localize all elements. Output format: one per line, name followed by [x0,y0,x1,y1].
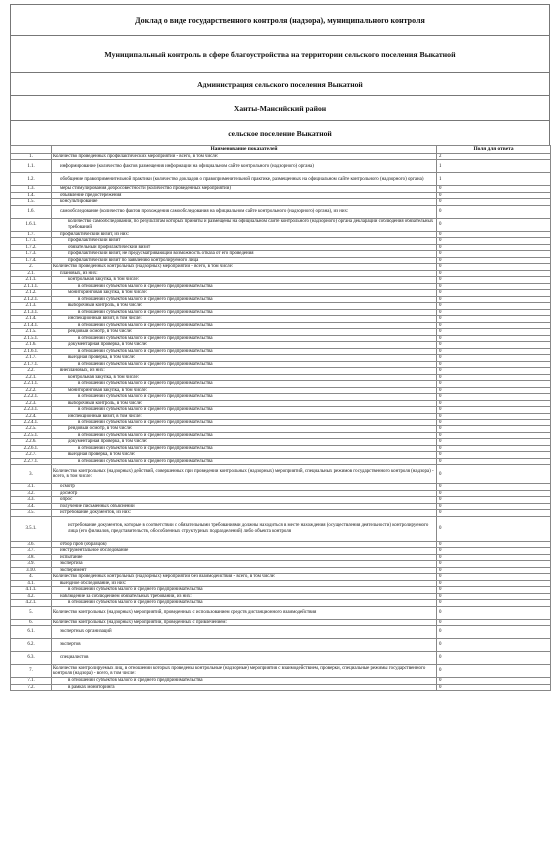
row-number: 2.1.7.1. [11,361,52,367]
row-number: 2.2.4. [11,413,52,419]
row-name: эксперимент [52,567,437,573]
row-name: внеплановых, из них: [52,368,437,374]
row-value: 1 [437,173,551,186]
row-number: 3.5. [11,510,52,516]
row-number: 2.1.4.1. [11,322,52,328]
row-value: 0 [437,574,551,580]
row-number: 2.2.4.1. [11,419,52,425]
row-value: 0 [437,355,551,361]
row-number: 2.1.5. [11,329,52,335]
row-name: профилактический визит, из них: [52,231,437,237]
row-value: 0 [437,368,551,374]
row-number: 1.7.2. [11,244,52,250]
row-number: 2.2.1.1. [11,381,52,387]
row-value: 0 [437,639,551,652]
row-value: 0 [437,561,551,567]
row-name: Количество контрольных (надзорных) мероприятий, проведенных с использованием средств дистанционного взаимодействия [52,606,437,619]
row-value: 0 [437,407,551,413]
row-value: 0 [437,238,551,244]
row-number: 3. [11,465,52,484]
row-value: 0 [437,426,551,432]
row-number: 3.6. [11,541,52,547]
row-value: 0 [437,548,551,554]
row-value: 0 [437,619,551,625]
header-name: Наименование показателей [52,146,437,154]
row-number: 1.2. [11,173,52,186]
row-value: 0 [437,329,551,335]
row-number: 2.1.7. [11,355,52,361]
row-name: Количество контрольных (надзорных) мероприятий, проведенных с привлечением: [52,619,437,625]
row-number: 1.5. [11,199,52,205]
district-name: Ханты-Мансийский район [10,95,550,120]
row-value: 0 [437,296,551,302]
row-value: 0 [437,580,551,586]
row-number: 4.1.1. [11,587,52,593]
table-row [11,626,551,639]
row-value: 0 [437,567,551,573]
row-name: в отношении субъектов малого и среднего предпринимательства [52,381,437,387]
row-value: 0 [437,283,551,289]
row-number: 2.1.1.1. [11,283,52,289]
table-row [11,205,551,218]
row-name: осмотр [52,484,437,490]
row-value: 0 [437,419,551,425]
row-value: 0 [437,665,551,678]
row-number: 1.4. [11,192,52,198]
row-name: инструментальное обследование [52,548,437,554]
row-number: 3.7. [11,548,52,554]
row-name: выездная проверка, в том числе: [52,452,437,458]
row-value: 0 [437,270,551,276]
row-value: 0 [437,490,551,496]
row-number: 2.1.4. [11,316,52,322]
row-value: 0 [437,458,551,464]
row-name: в отношении субъектов малого и среднего предпринимательства [52,309,437,315]
table-body [11,154,551,691]
row-number: 7.1. [11,678,52,684]
authority-name: Администрация сельского поселения Выкатной [10,72,550,95]
row-value: 0 [437,257,551,263]
row-name: инспекционный визит, в том числе: [52,316,437,322]
row-name: истребование документов, которые в соответствии с обязательными требованиями должны находиться в месте нахождения (осуществления деятельности) контролируемого лица (его филиалов, представительств, обособленных структурных подразделений) либо объекта контроля [52,516,437,541]
row-name: экспертиза [52,561,437,567]
row-number: 2.2.6.1. [11,445,52,451]
row-number: 2.2.7. [11,452,52,458]
table-header-row [11,146,551,154]
row-name: документарная проверка, в том числе: [52,439,437,445]
table-row [11,665,551,678]
row-value: 0 [437,244,551,250]
row-name: досмотр [52,490,437,496]
row-number: 1.7.4. [11,257,52,263]
header-value: Поля для ответа [437,146,551,154]
row-number: 2.1.5.1. [11,335,52,341]
row-value: 0 [437,205,551,218]
row-number: 2.1.2. [11,290,52,296]
row-name: мониторинговая закупка, в том числе: [52,387,437,393]
row-value: 0 [437,231,551,237]
row-value: 0 [437,503,551,509]
header-num [11,146,52,154]
row-name: в рамках мониторинга [52,684,437,690]
row-number: 6. [11,619,52,625]
row-value: 0 [437,387,551,393]
row-number: 1.7. [11,231,52,237]
row-number: 5. [11,606,52,619]
row-name: меры стимулирования добросовестности (количество проведенных мероприятий) [52,186,437,192]
row-value: 0 [437,186,551,192]
row-value: 0 [437,445,551,451]
row-name: инспекционный визит, в том числе: [52,413,437,419]
row-value: 0 [437,374,551,380]
row-value: 0 [437,199,551,205]
row-number: 2.2.6. [11,439,52,445]
row-name: Количество контролируемых лиц, в отношении которых проведены контрольные (надзорные) мероприятия с взаимодействием, проверки, специальные режимы государственного контроля (надзора) - всего, в том числе: [52,665,437,678]
row-name: обобщение правоприменительной практики (количество докладов о правоприменительной практике, размещенных на официальном сайте контрольного (надзорного) органа) [52,173,437,186]
row-name: в отношении субъектов малого и среднего предпринимательства [52,419,437,425]
row-name: опрос [52,497,437,503]
row-number: 7.2. [11,684,52,690]
row-name: в отношении субъектов малого и среднего предпринимательства [52,335,437,341]
row-value: 0 [437,626,551,639]
row-value: 0 [437,413,551,419]
table-row [11,173,551,186]
row-name: выездное обследование, из них: [52,580,437,586]
row-value: 0 [437,465,551,484]
row-value: 0 [437,484,551,490]
row-number: 2.1.2.1. [11,296,52,302]
row-value: 0 [437,316,551,322]
table-row [11,639,551,652]
row-number: 3.1. [11,484,52,490]
row-number: 3.2. [11,490,52,496]
row-number: 1.1. [11,160,52,173]
table-row [11,160,551,173]
row-number: 2.1. [11,270,52,276]
row-number: 7. [11,665,52,678]
row-value: 0 [437,678,551,684]
table-row [11,606,551,619]
row-value: 0 [437,361,551,367]
row-value: 0 [437,432,551,438]
row-name: профилактический визит, не предусматривающий возможность отказа от его проведения [52,251,437,257]
row-name: количество самообследований, по результатам которых приняты и размещены на официальном сайте контрольного (надзорного) органа декларации соблюдения обязательных требований [52,218,437,231]
row-number: 2.2. [11,368,52,374]
row-number: 4.2.1. [11,600,52,606]
row-name: в отношении субъектов малого и среднего предпринимательства [52,283,437,289]
row-number: 4.1. [11,580,52,586]
row-number: 2.2.1. [11,374,52,380]
settlement-name: сельское поселение Выкатной [10,120,550,145]
row-value: 0 [437,541,551,547]
row-number: 3.9. [11,561,52,567]
row-value: 0 [437,606,551,619]
row-name: экспертов [52,639,437,652]
row-name: рейдовый осмотр, в том числе: [52,426,437,432]
row-number: 6.1. [11,626,52,639]
row-value: 0 [437,452,551,458]
row-name: профилактический визит [52,238,437,244]
row-name: наблюдение за соблюдением обязательных требований, из них: [52,593,437,599]
row-name: контрольная закупка, в том числе: [52,374,437,380]
table-row [11,218,551,231]
report-page [10,4,550,691]
row-number: 3.4. [11,503,52,509]
row-name: обязательный профилактический визит [52,244,437,250]
row-number: 1. [11,154,52,160]
row-name: плановых, из них: [52,270,437,276]
row-number: 2.2.7.1. [11,458,52,464]
row-name: Количество проведенных контрольных (надзорных) мероприятий без взаимодействия - всего, в том числе: [52,574,437,580]
row-value: 0 [437,277,551,283]
row-value: 0 [437,587,551,593]
row-name: документарная проверка, в том числе: [52,342,437,348]
row-number: 1.6. [11,205,52,218]
row-name: рейдовый осмотр, в том числе: [52,329,437,335]
row-number: 1.3. [11,186,52,192]
row-name: выборочный контроль, в том числе: [52,400,437,406]
row-value: 0 [437,264,551,270]
row-name: в отношении субъектов малого и среднего предпринимательства [52,678,437,684]
row-name: контрольная закупка, в том числе: [52,277,437,283]
row-value: 0 [437,600,551,606]
table-row [11,516,551,541]
row-name: в отношении субъектов малого и среднего предпринимательства [52,445,437,451]
row-number: 4. [11,574,52,580]
row-name: в отношении субъектов малого и среднего предпринимательства [52,587,437,593]
row-number: 3.5.1. [11,516,52,541]
row-value: 0 [437,192,551,198]
row-value: 0 [437,335,551,341]
report-title: Доклад о виде государственного контроля (надзора), муниципального контроля [10,4,550,35]
control-type: Муниципальный контроль в сфере благоустройства на территории сельского поселения Выкатной [10,35,550,72]
row-name: в отношении субъектов малого и среднего предпринимательства [52,394,437,400]
row-name: в отношении субъектов малого и среднего предпринимательства [52,600,437,606]
row-name: истребование документов, из них: [52,510,437,516]
indicators-table [10,145,551,691]
row-value: 2 [437,154,551,160]
row-name: экспертных организаций [52,626,437,639]
row-number: 2.1.3. [11,303,52,309]
row-name: Количество контрольных (надзорных) действий, совершенных при проведении контрольных (надзорных) мероприятий, специальных режимов государственного контроля (надзора) - всего, в том числе: [52,465,437,484]
row-number: 3.10. [11,567,52,573]
row-name: Количество проведенных контрольных (надзорных) мероприятий - всего, в том числе: [52,264,437,270]
row-number: 1.6.1. [11,218,52,231]
row-number: 6.3. [11,652,52,665]
row-name: объявление предостережения [52,192,437,198]
row-number: 2.2.2.1. [11,394,52,400]
row-number: 3.8. [11,554,52,560]
row-number: 6.2. [11,639,52,652]
row-name: в отношении субъектов малого и среднего предпринимательства [52,458,437,464]
row-value: 0 [437,497,551,503]
row-value: 0 [437,593,551,599]
row-value: 0 [437,516,551,541]
row-value: 0 [437,652,551,665]
row-name: выборочный контроль, в том числе: [52,303,437,309]
row-value: 0 [437,400,551,406]
row-number: 1.7.3. [11,251,52,257]
row-name: выездная проверка, в том числе: [52,355,437,361]
row-name: в отношении субъектов малого и среднего предпринимательства [52,296,437,302]
row-number: 2.2.3.1. [11,407,52,413]
row-name: в отношении субъектов малого и среднего предпринимательства [52,322,437,328]
row-value: 0 [437,510,551,516]
row-number: 2.2.5.1. [11,432,52,438]
row-number: 2.2.5. [11,426,52,432]
row-name: Количество проведенных профилактических мероприятий - всего, в том числе: [52,154,437,160]
row-value: 0 [437,554,551,560]
row-value: 0 [437,348,551,354]
row-name: информирование (количество фактов размещения информации на официальном сайте контрольного (надзорного) органа) [52,160,437,173]
row-value: 0 [437,251,551,257]
row-value: 0 [437,322,551,328]
row-value: 0 [437,303,551,309]
row-name: в отношении субъектов малого и среднего предпринимательства [52,361,437,367]
row-value: 0 [437,342,551,348]
table-row [11,652,551,665]
row-number: 2. [11,264,52,270]
row-name: мониторинговая закупка, в том числе: [52,290,437,296]
row-value: 0 [437,290,551,296]
row-number: 2.1.6.1. [11,348,52,354]
row-name: в отношении субъектов малого и среднего предпринимательства [52,432,437,438]
row-number: 4.2. [11,593,52,599]
row-value: 1 [437,160,551,173]
row-number: 2.1.1. [11,277,52,283]
row-number: 2.1.6. [11,342,52,348]
row-name: в отношении субъектов малого и среднего предпринимательства [52,407,437,413]
row-number: 1.7.1. [11,238,52,244]
row-name: отбор проб (образцов) [52,541,437,547]
table-row [11,465,551,484]
row-number: 2.2.3. [11,400,52,406]
row-name: профилактический визит по заявлению контролируемого лица [52,257,437,263]
row-name: консультирование [52,199,437,205]
row-value: 0 [437,439,551,445]
table-row [11,684,551,690]
row-name: испытание [52,554,437,560]
row-name: самообследование (количество фактов прохождения самообследования на официальном сайте контрольного (надзорного) органа), из них: [52,205,437,218]
row-number: 2.1.3.1. [11,309,52,315]
row-value: 0 [437,218,551,231]
row-value: 0 [437,394,551,400]
row-name: получение письменных объяснений [52,503,437,509]
row-name: в отношении субъектов малого и среднего предпринимательства [52,348,437,354]
row-value: 0 [437,381,551,387]
row-value: 0 [437,684,551,690]
row-number: 2.2.2. [11,387,52,393]
row-name: специалистов [52,652,437,665]
row-value: 0 [437,309,551,315]
row-number: 3.3. [11,497,52,503]
